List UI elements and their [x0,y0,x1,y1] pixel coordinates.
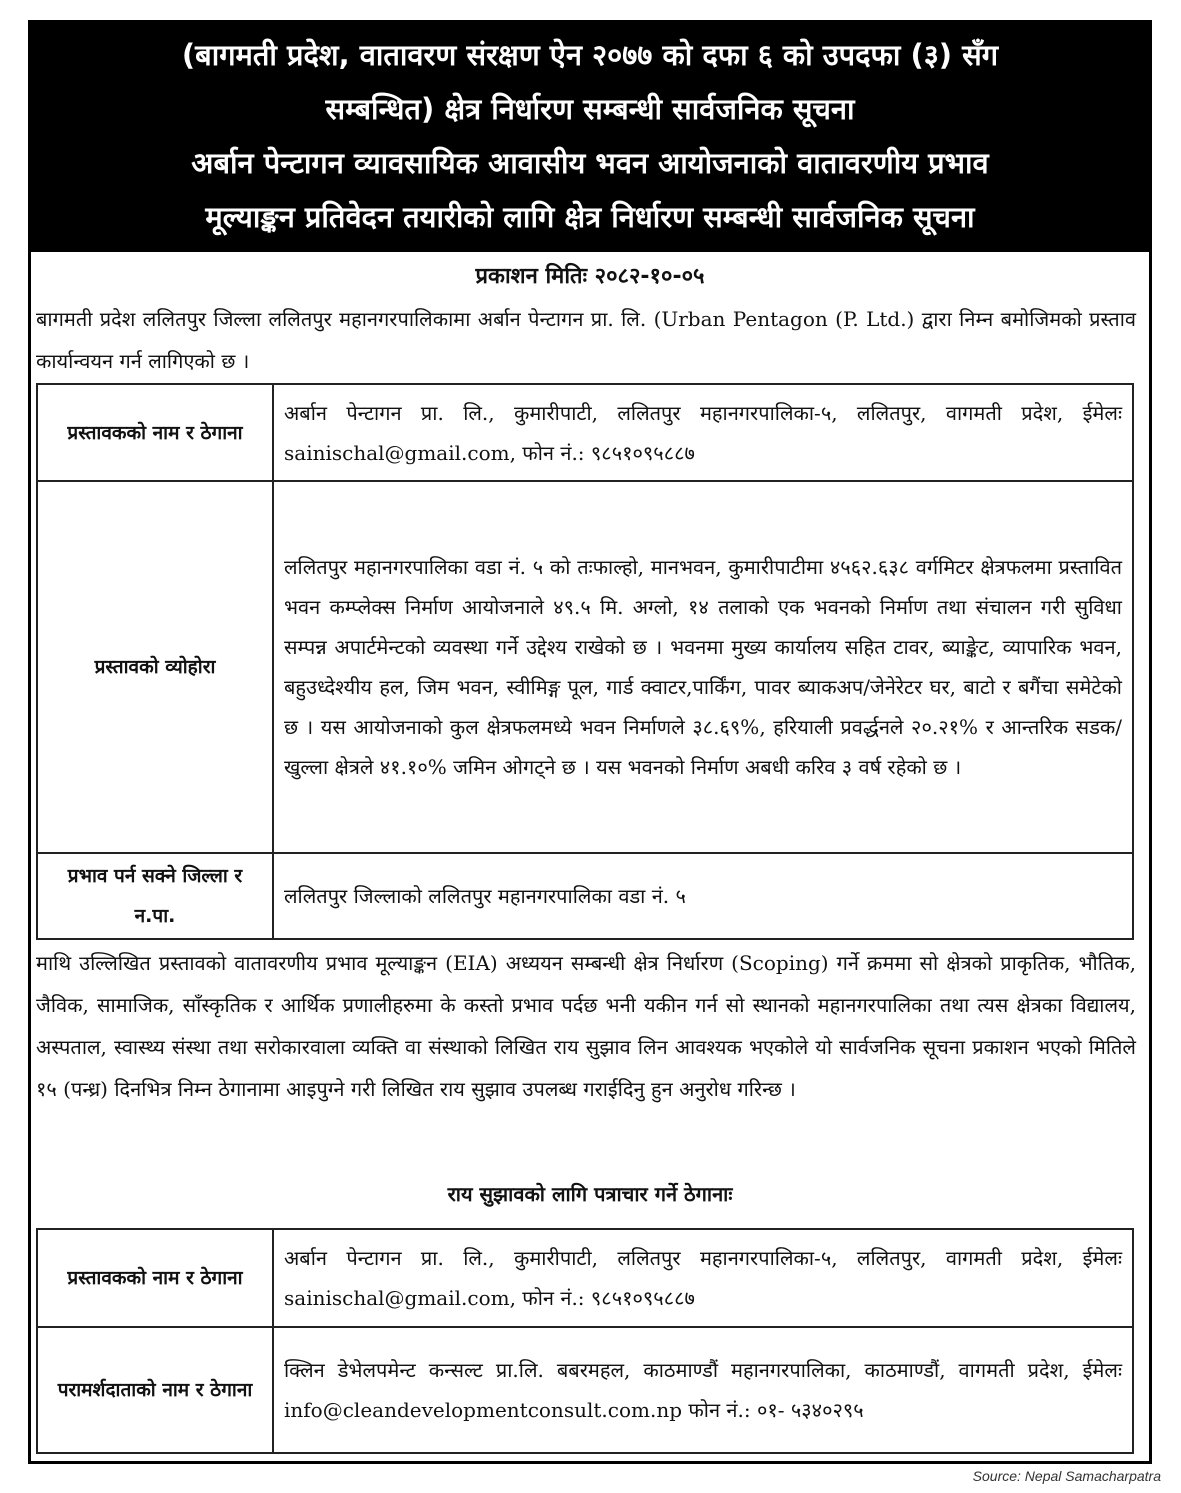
contact-heading: राय सुझावको लागि पत्राचार गर्ने ठेगानाः [447,1182,733,1206]
table-row [37,853,1133,939]
row-value: ललितपुर जिल्लाको ललितपुर महानगरपालिका वडा नं. ५ [273,853,1133,939]
row-value: अर्बान पेन्टागन प्रा. लि., कुमारीपाटी, ललितपुर महानगरपालिका-५, ललितपुर, वागमती प्रदेश, ईमेलः sainischal@gmail.com, फोन नं.: ९८५१०९५८८७ [273,1229,1133,1327]
source-caption: Source: Nepal Samacharpatra [972,1468,1161,1484]
row-label: परामर्शदाताको नाम र ठेगाना [37,1327,273,1453]
publish-date: प्रकाशन मितिः २०८२-१०-०५ [475,264,705,289]
row-value: क्लिन डेभेलपमेन्ट कन्सल्ट प्रा.लि. बबरमहल, काठमाण्डौं महानगरपालिका, काठमाण्डौं, वागमती प्रदेश, ईमेलः info@cleandevelopmentconsult.com.np फोन नं.: ०१- ५३४०२९५ [273,1327,1133,1453]
row-value: अर्बान पेन्टागन प्रा. लि., कुमारीपाटी, ललितपुर महानगरपालिका-५, ललितपुर, वागमती प्रदेश, ईमेलः sainischal@gmail.com, फोन नं.: ९८५१०९५८८७ [273,384,1133,481]
title-line-2: सम्बन्धित) क्षेत्र निर्धारण सम्बन्धी सार्वजनिक सूचना [325,92,855,126]
title-line-1: (बागमती प्रदेश, वातावरण संरक्षण ऐन २०७७ को दफा ६ को उपदफा (३) सँग [181,38,999,72]
row-label: प्रस्तावको व्योहोरा [37,481,273,853]
row-value: ललितपुर महानगरपालिका वडा नं. ५ को तःफाल्हो, मानभवन, कुमारीपाटीमा ४५६२.६३८ वर्गमिटर क्षेत्रफलमा प्रस्तावित भवन कम्प्लेक्स निर्माण आयोजनाले ४९.५ मि. अग्लो, १४ तलाको एक भवनको निर्माण तथा संचालन गरी सुविधा सम्पन्न अपार्टमेन्टको व्यवस्था गर्ने उद्देश्य राखेको छ । भवनमा मुख्य कार्यालय सहित टावर, ब्याङ्केट, व्यापारिक भवन, बहुउध्देश्यीय हल, जिम भवन, स्वीमिङ्ग पूल, गार्ड क्वाटर,पार्किंग, पावर ब्याकअप/जेनेरेटर घर, बाटो र बगैंचा समेटेको छ । यस आयोजनाको कुल क्षेत्रफलमध्ये भवन निर्माणले ३८.६९%, हरियाली प्रवर्द्धनले २०.२१% र आन्तरिक सडक/खुल्ला क्षेत्रले ४१.१०% जमिन ओगट्ने छ । यस भवनको निर्माण अबधी करिव ३ वर्ष रहेको छ । [273,481,1133,853]
body-paragraph: माथि उल्लिखित प्रस्तावको वातावरणीय प्रभाव मूल्याङ्कन (EIA) अध्ययन सम्बन्धी क्षेत्र निर्धारण (Scoping) गर्ने क्रममा सो क्षेत्रको प्राकृतिक, भौतिक, जैविक, सामाजिक, साँस्कृतिक र आर्थिक प्रणालीहरुमा के कस्तो प्रभाव पर्दछ भनी यकीन गर्न सो स्थानको महानगरपालिका तथा त्यस क्षेत्रका विद्यालय, अस्पताल, स्वास्थ्य संस्था तथा सरोकारवाला व्यक्ति वा संस्थाको लिखित राय सुझाव लिन आवश्यक भएकोले यो सार्वजनिक सूचना प्रकाशन भएको मितिले १५ (पन्ध्र) दिनभित्र निम्न ठेगानामा आइपुग्ने गरी लिखित राय सुझाव उपलब्ध गराईदिनु हुन अनुरोध गरिन्छ । [36,951,1136,1101]
table-row [37,384,1133,481]
table-row [37,1327,1133,1453]
contact-table [36,1228,1134,1454]
row-label: प्रभाव पर्न सक्ने जिल्ला र न.पा. [37,853,273,939]
table-row [37,1229,1133,1327]
title-line-4: मूल्याङ्कन प्रतिवेदन तयारीको लागि क्षेत्र निर्धारण सम्बन्धी सार्वजनिक सूचना [205,200,975,234]
row-label: प्रस्तावकको नाम र ठेगाना [37,1229,273,1327]
table-row [37,481,1133,853]
notice-title-banner [28,20,1152,252]
intro-paragraph: बागमती प्रदेश ललितपुर जिल्ला ललितपुर महानगरपालिकामा अर्बान पेन्टागन प्रा. लि. (Urban Pentagon (P. Ltd.) द्वारा निम्न बमोजिमको प्रस्ताव कार्यान्वयन गर्न लागिएको छ । [36,307,1136,373]
proposal-table [36,383,1134,940]
row-label: प्रस्तावकको नाम र ठेगाना [37,384,273,481]
title-line-3: अर्बान पेन्टागन व्यावसायिक आवासीय भवन आयोजनाको वातावरणीय प्रभाव [191,146,989,180]
